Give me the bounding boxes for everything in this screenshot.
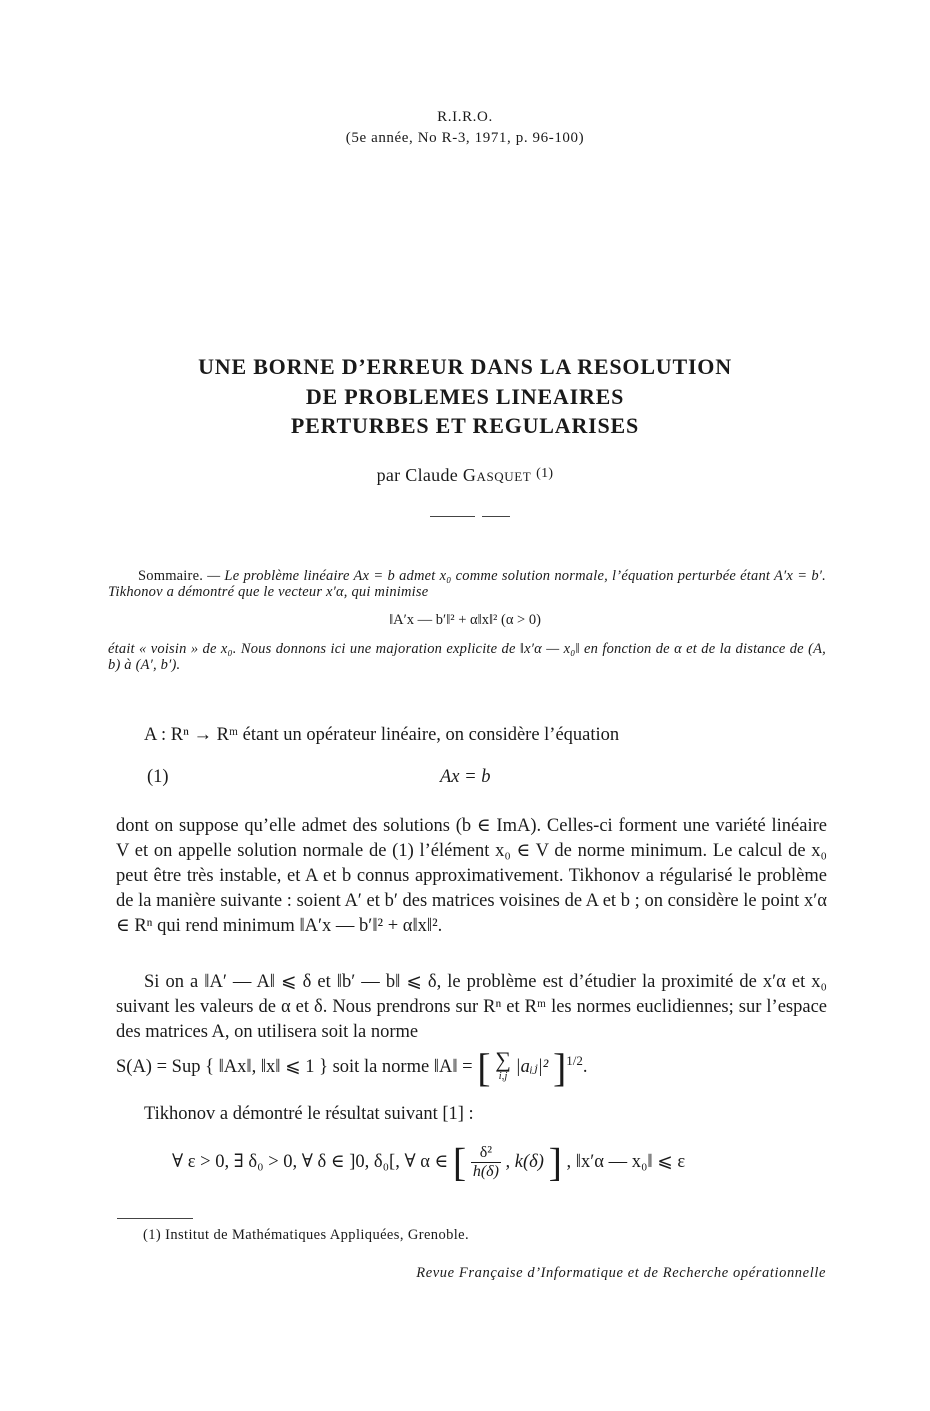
abstract-formula: ‖A′x — b′‖² + α‖x‖² (α > 0) xyxy=(389,612,541,628)
title-line-1: UNE BORNE D’ERREUR DANS LA RESOLUTION xyxy=(198,354,732,379)
author-prefix: par Claude xyxy=(376,465,459,485)
paragraph-1-text: dont on suppose qu’elle admet des solutions (b ∈ ImA). Celles-ci forment une variété linéaire V et on appelle solution normale de (1) l’élément x₀ ∈ V de norme minimum. Le calcul de x₀ peut être très instable, et A et b connus approximativement. Tikhonov a régularisé le problème de la manière suivante : soient A′ et b′ des matrices voisines de A et b ; on considère le point x′α ∈ Rⁿ qui rend minimum ‖A′x — b′‖² + α‖x‖². xyxy=(116,816,827,936)
interval-close-icon: ] xyxy=(548,1139,562,1185)
paragraph-2-text: Si on a ‖A′ — A‖ ⩽ δ et ‖b′ — b‖ ⩽ δ, le problème est d’étudier la proximité de x′α et x₀ suivant les valeurs de α et δ. Nous prendrons sur Rⁿ et Rᵐ les normes euclidiennes; sur l’espace des matrices A, on utilisera soit la norme xyxy=(116,972,827,1042)
body-intro: A : Rⁿ → Rᵐ étant un opérateur linéaire, on considère l’équation xyxy=(144,725,620,745)
separator-rule-left xyxy=(430,516,475,517)
sum-index: i,j xyxy=(498,1069,508,1082)
abstract-paragraph-1 xyxy=(108,568,826,600)
abstract-text-2: était « voisin » de x₀. Nous donnons ici une majoration explicite de ‖x′α — x₀‖ en fonction de α et de la distance de (A, b) à (A′, b′). xyxy=(108,641,826,673)
title-line-2: DE PROBLEMES LINEAIRES xyxy=(305,384,625,409)
abstract-label: Sommaire. xyxy=(138,568,204,584)
theorem-k: , k(δ) xyxy=(505,1151,544,1172)
footnote: (1) Institut de Mathématiques Appliquées, Grenoble. xyxy=(143,1227,470,1243)
fraction xyxy=(471,1144,501,1181)
author-note-mark: (1) xyxy=(536,466,554,481)
journal-name: R.I.R.O. xyxy=(437,109,493,125)
norm-definition-text: S(A) = Sup { ‖Ax‖, ‖x‖ ⩽ 1 } soit la norme ‖A‖ = xyxy=(116,1057,473,1078)
bracket-open-icon: [ xyxy=(477,1044,491,1090)
body-paragraph-1 xyxy=(116,814,827,939)
sum-symbol: ∑ xyxy=(495,1046,511,1072)
footnote-rule xyxy=(117,1218,193,1219)
bracket-close-icon: ] xyxy=(552,1044,567,1090)
fraction-denominator: h(δ) xyxy=(472,1163,499,1180)
title-line-3: PERTURBES ET REGULARISES xyxy=(290,413,640,438)
author-line xyxy=(0,465,930,486)
sum-power: 1/2 xyxy=(566,1053,583,1068)
abstract-paragraph-2 xyxy=(108,641,826,673)
journal-issue: (5e année, No R-3, 1971, p. 96-100) xyxy=(345,130,585,146)
theorem-statement xyxy=(172,1139,852,1185)
abstract-text-1: — Le problème linéaire Ax = b admet x₀ comme solution normale, l’équation perturbée étant A′x = b′. Tikhonov a démontré que le vecteur x′α, qui minimise xyxy=(108,568,826,600)
body-paragraph-3: Tikhonov a démontré le résultat suivant [1] : xyxy=(144,1104,474,1124)
norm-definitions: S(A) = Sup { ‖Ax‖, ‖x‖ ⩽ 1 } soit la norme ‖A‖ = [ ∑ i,j |aᵢⱼ|² ]$^{1/2}$. xyxy=(116,1044,588,1090)
separator-rule-right xyxy=(482,516,510,517)
theorem-conclusion: , ‖x′α — x₀‖ ⩽ ε xyxy=(566,1151,686,1172)
sum-block xyxy=(495,1046,511,1084)
fraction-numerator: δ² xyxy=(471,1144,501,1163)
equation-1-label: (1) xyxy=(147,767,169,787)
theorem-quantifiers: ∀ ε > 0, ∃ δ₀ > 0, ∀ δ ∈ ]0, δ₀[, ∀ α ∈ xyxy=(172,1151,449,1172)
sum-body: |aᵢⱼ|² xyxy=(515,1057,549,1078)
author-surname: Gasquet xyxy=(462,465,532,485)
body-paragraph-2 xyxy=(116,970,827,1045)
journal-footer: Revue Française d’Informatique et de Recherche opérationnelle xyxy=(416,1265,826,1281)
interval-open-icon: [ xyxy=(452,1139,467,1185)
equation-1: Ax = b xyxy=(440,767,491,787)
